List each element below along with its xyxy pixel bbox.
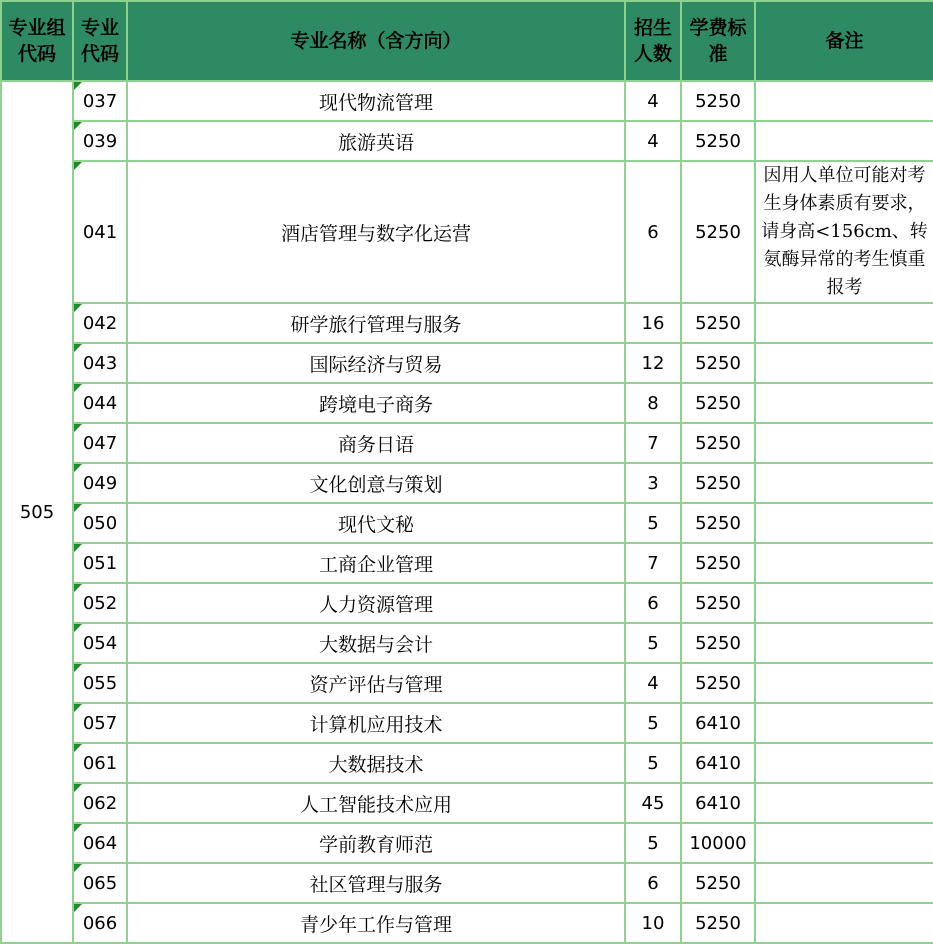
remarks-cell: [755, 703, 933, 743]
table-row: [1, 703, 933, 743]
enrollment-cell: 4: [625, 121, 681, 161]
header-enrollment-line1: 招生: [633, 17, 672, 39]
remarks-cell: [755, 863, 933, 903]
error-flag-icon: [74, 424, 82, 432]
enrollment-cell: 10: [625, 903, 681, 943]
major-code: 062: [82, 792, 118, 814]
major-code: 049: [82, 472, 118, 494]
major-name-cell: 大数据与会计: [127, 623, 625, 663]
table-row: [1, 903, 933, 943]
enrollment-cell: 12: [625, 343, 681, 383]
error-flag-icon: [74, 704, 82, 712]
major-code-cell: [73, 161, 127, 303]
table-row: [1, 423, 933, 463]
header-major-name: 专业名称（含方向）: [127, 1, 625, 81]
error-flag-icon: [74, 162, 82, 170]
header-major-code: [73, 1, 127, 81]
major-name-cell: 研学旅行管理与服务: [127, 303, 625, 343]
major-code: 042: [82, 312, 118, 334]
enrollment-cell: 16: [625, 303, 681, 343]
error-flag-icon: [74, 824, 82, 832]
major-name-cell: 跨境电子商务: [127, 383, 625, 423]
table-row: [1, 343, 933, 383]
table-row: [1, 161, 933, 303]
major-name-cell: 商务日语: [127, 423, 625, 463]
enrollment-cell: 6: [625, 583, 681, 623]
table-row: [1, 583, 933, 623]
major-code-cell: [73, 703, 127, 743]
major-name-cell: 计算机应用技术: [127, 703, 625, 743]
major-code: 039: [82, 130, 118, 152]
tuition-cell: 5250: [681, 623, 755, 663]
tuition-cell: 5250: [681, 463, 755, 503]
enrollment-cell: 5: [625, 823, 681, 863]
major-code: 037: [82, 90, 118, 112]
major-name-cell: 社区管理与服务: [127, 863, 625, 903]
major-code-cell: [73, 503, 127, 543]
tuition-cell: 5250: [681, 863, 755, 903]
tuition-cell: 5250: [681, 81, 755, 121]
error-flag-icon: [74, 384, 82, 392]
tuition-cell: 5250: [681, 343, 755, 383]
remarks-cell: [755, 383, 933, 423]
major-code-cell: [73, 903, 127, 943]
enrollment-cell: 45: [625, 783, 681, 823]
header-group-code: [1, 1, 73, 81]
tuition-cell: 5250: [681, 903, 755, 943]
table-row: [1, 743, 933, 783]
table-row: [1, 783, 933, 823]
table-row: [1, 543, 933, 583]
remarks-cell: 因用人单位可能对考生身体素质有要求，请身高<156cm、转氨酶异常的考生慎重报考: [755, 161, 933, 303]
tuition-cell: 5250: [681, 383, 755, 423]
major-name-cell: 工商企业管理: [127, 543, 625, 583]
header-enrollment-line2: 人数: [633, 43, 672, 65]
remarks-cell: [755, 903, 933, 943]
major-code: 055: [82, 672, 118, 694]
tuition-cell: 5250: [681, 161, 755, 303]
remarks-cell: [755, 503, 933, 543]
remarks-cell: [755, 121, 933, 161]
header-major-code-line2: 代码: [80, 43, 119, 65]
header-tuition-line1: 学费标: [689, 17, 747, 39]
error-flag-icon: [74, 504, 82, 512]
tuition-cell: 5250: [681, 423, 755, 463]
major-name-cell: 酒店管理与数字化运营: [127, 161, 625, 303]
major-code: 061: [82, 752, 118, 774]
remarks-cell: [755, 81, 933, 121]
remarks-cell: [755, 623, 933, 663]
tuition-cell: 6410: [681, 783, 755, 823]
major-name-cell: 资产评估与管理: [127, 663, 625, 703]
major-code: 041: [82, 221, 118, 243]
table-row: [1, 383, 933, 423]
remarks-cell: [755, 543, 933, 583]
header-enrollment: [625, 1, 681, 81]
major-code: 052: [82, 592, 118, 614]
major-code-cell: [73, 783, 127, 823]
enrollment-cell: 7: [625, 543, 681, 583]
enrollment-cell: 5: [625, 623, 681, 663]
major-name-cell: 旅游英语: [127, 121, 625, 161]
major-code: 057: [82, 712, 118, 734]
error-flag-icon: [74, 864, 82, 872]
major-code-cell: [73, 121, 127, 161]
enrollment-cell: 8: [625, 383, 681, 423]
enrollment-cell: 5: [625, 703, 681, 743]
major-code: 044: [82, 392, 118, 414]
major-code-cell: [73, 343, 127, 383]
enrollment-cell: 7: [625, 423, 681, 463]
major-code-cell: [73, 663, 127, 703]
table-row: [1, 663, 933, 703]
enrollment-cell: 5: [625, 503, 681, 543]
error-flag-icon: [74, 544, 82, 552]
tuition-cell: 10000: [681, 823, 755, 863]
header-tuition: [681, 1, 755, 81]
remarks-cell: [755, 423, 933, 463]
tuition-cell: 5250: [681, 583, 755, 623]
table-row: [1, 463, 933, 503]
major-code-cell: [73, 383, 127, 423]
major-code: 064: [82, 832, 118, 854]
group-code-cell: 505: [1, 81, 73, 943]
major-code: 047: [82, 432, 118, 454]
error-flag-icon: [74, 344, 82, 352]
error-flag-icon: [74, 464, 82, 472]
error-flag-icon: [74, 122, 82, 130]
enrollment-cell: 5: [625, 743, 681, 783]
enrollment-cell: 4: [625, 81, 681, 121]
major-code-cell: [73, 823, 127, 863]
remarks-cell: [755, 823, 933, 863]
major-name-cell: 现代物流管理: [127, 81, 625, 121]
header-group-code-line2: 代码: [17, 43, 56, 65]
major-code: 065: [82, 872, 118, 894]
major-name-cell: 大数据技术: [127, 743, 625, 783]
error-flag-icon: [74, 584, 82, 592]
major-code: 043: [82, 352, 118, 374]
table-row: [1, 823, 933, 863]
major-name-cell: 人工智能技术应用: [127, 783, 625, 823]
major-name-cell: 现代文秘: [127, 503, 625, 543]
major-code-cell: [73, 81, 127, 121]
major-name-cell: 学前教育师范: [127, 823, 625, 863]
enrollment-cell: 4: [625, 663, 681, 703]
tuition-cell: 5250: [681, 663, 755, 703]
table-row: [1, 623, 933, 663]
header-tuition-line2: 准: [708, 43, 728, 65]
enrollment-cell: 6: [625, 863, 681, 903]
error-flag-icon: [74, 744, 82, 752]
error-flag-icon: [74, 784, 82, 792]
tuition-cell: 6410: [681, 743, 755, 783]
enrollment-cell: 3: [625, 463, 681, 503]
major-code-cell: [73, 543, 127, 583]
error-flag-icon: [74, 664, 82, 672]
tuition-cell: 5250: [681, 543, 755, 583]
header-group-code-line1: 专业组: [8, 17, 66, 39]
major-name-cell: 国际经济与贸易: [127, 343, 625, 383]
tuition-cell: 6410: [681, 703, 755, 743]
error-flag-icon: [74, 904, 82, 912]
remarks-cell: [755, 663, 933, 703]
table-row: [1, 121, 933, 161]
major-code: 050: [82, 512, 118, 534]
table-row: [1, 81, 933, 121]
major-code-cell: [73, 863, 127, 903]
major-code: 054: [82, 632, 118, 654]
major-code-cell: [73, 583, 127, 623]
remarks-cell: [755, 743, 933, 783]
major-name-cell: 青少年工作与管理: [127, 903, 625, 943]
enrollment-cell: 6: [625, 161, 681, 303]
tuition-cell: 5250: [681, 503, 755, 543]
table-row: [1, 863, 933, 903]
major-name-cell: 人力资源管理: [127, 583, 625, 623]
table-row: [1, 503, 933, 543]
major-code-cell: [73, 743, 127, 783]
header-major-code-line1: 专业: [80, 17, 119, 39]
header-row: [1, 1, 933, 81]
error-flag-icon: [74, 624, 82, 632]
major-name-cell: 文化创意与策划: [127, 463, 625, 503]
remarks-cell: [755, 463, 933, 503]
remarks-cell: [755, 303, 933, 343]
major-code-cell: [73, 623, 127, 663]
remarks-cell: [755, 343, 933, 383]
major-code-cell: [73, 463, 127, 503]
major-code-cell: [73, 303, 127, 343]
remarks-cell: [755, 583, 933, 623]
tuition-cell: 5250: [681, 303, 755, 343]
major-code: 051: [82, 552, 118, 574]
major-code: 066: [82, 912, 118, 934]
table-row: [1, 303, 933, 343]
tuition-cell: 5250: [681, 121, 755, 161]
error-flag-icon: [74, 82, 82, 90]
major-code-cell: [73, 423, 127, 463]
error-flag-icon: [74, 304, 82, 312]
header-remarks: 备注: [755, 1, 933, 81]
remarks-cell: [755, 783, 933, 823]
